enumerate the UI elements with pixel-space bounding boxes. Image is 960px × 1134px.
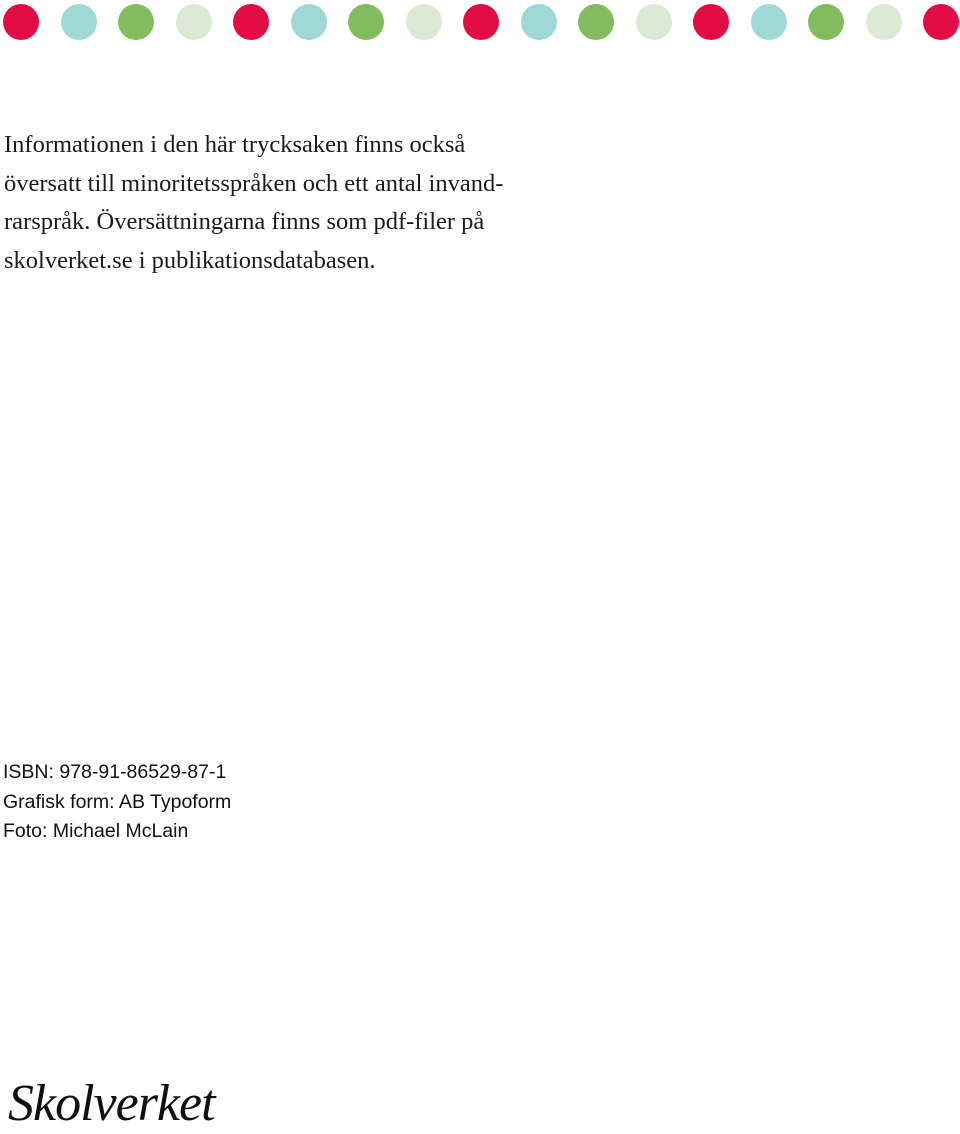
dot-aqua-icon [291,4,327,40]
dot-aqua-icon [521,4,557,40]
decorative-dot-row [0,0,960,44]
dot-red-icon [923,4,959,40]
dot-aqua-icon [751,4,787,40]
dot-green-icon [348,4,384,40]
dot-green-icon [118,4,154,40]
dot-green-icon [808,4,844,40]
dot-aqua-icon [61,4,97,40]
dot-pale-green-icon [866,4,902,40]
design-credit: Grafisk form: AB Typoform [3,790,232,813]
skolverket-logo: Skolverket [8,1075,215,1132]
dot-pale-green-icon [406,4,442,40]
dot-red-icon [233,4,269,40]
dot-green-icon [578,4,614,40]
dot-red-icon [693,4,729,40]
dot-red-icon [3,4,39,40]
dot-pale-green-icon [636,4,672,40]
info-line: skolverket.se i publikationsdatabasen. [4,246,376,274]
photo-credit: Foto: Michael McLain [3,820,189,842]
translation-info-paragraph [4,126,604,280]
dot-pale-green-icon [176,4,212,40]
publication-credits [3,758,231,847]
dot-red-icon [463,4,499,40]
info-line: översatt till minoritetsspråken och ett antal invand- [4,169,504,197]
info-line: Informationen i den här trycksaken finns också [4,131,466,158]
isbn-text: ISBN: 978-91-86529-87-1 [3,761,227,783]
info-line: rarspråk. Översättningarna finns som pdf-filer på [4,208,485,235]
